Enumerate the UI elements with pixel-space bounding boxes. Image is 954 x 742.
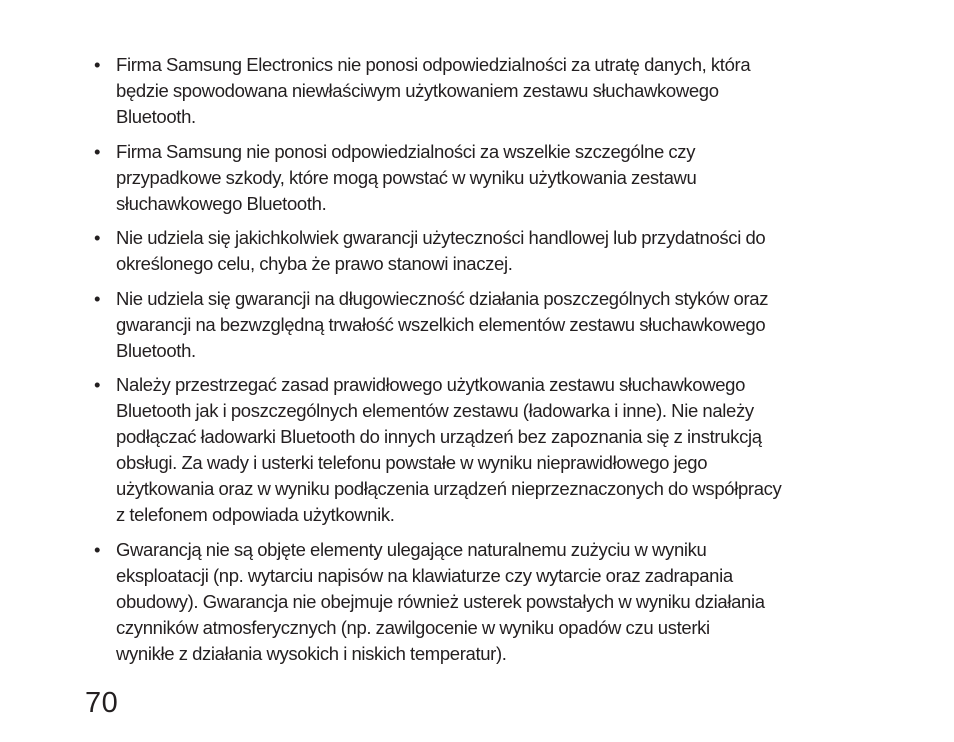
list-item-line: Nie udziela się jakichkolwiek gwarancji użyteczności handlowej lub przydatności do bbox=[116, 227, 766, 248]
list-item bbox=[93, 139, 883, 217]
bullet-icon: • bbox=[94, 287, 101, 309]
document-body bbox=[93, 52, 883, 675]
list-item-line: Firma Samsung Electronics nie ponosi odpowiedzialności za utratę danych, która bbox=[116, 54, 751, 75]
list-item-line: obudowy). Gwarancja nie obejmuje również usterek powstałych w wyniku działania bbox=[116, 590, 765, 612]
list-item-line: Firma Samsung nie ponosi odpowiedzialności za wszelkie szczególne czy bbox=[116, 140, 696, 162]
list-item-line: czynników atmosferycznych (np. zawilgocenie w wyniku opadów czu usterki bbox=[116, 616, 710, 638]
list-item-line: będzie spowodowana niewłaściwym użytkowaniem zestawu słuchawkowego bbox=[116, 80, 719, 101]
list-item-line: określonego celu, chyba że prawo stanowi inaczej. bbox=[116, 253, 513, 274]
list-item-line: Gwarancją nie są objęte elementy ulegające naturalnemu zużyciu w wyniku bbox=[116, 538, 707, 560]
list-item-line: Nie udziela się gwarancji na długowieczność działania poszczególnych styków oraz bbox=[116, 287, 769, 309]
list-item-line: podłączać ładowarki Bluetooth do innych urządzeń bez zapoznania się z instrukcją bbox=[116, 426, 762, 447]
list-item bbox=[93, 225, 883, 277]
bullet-icon: • bbox=[94, 227, 101, 248]
list-item-line: wynikłe z działania wysokich i niskich temperatur). bbox=[116, 642, 507, 664]
list-item-line: Bluetooth. bbox=[116, 106, 196, 127]
list-item bbox=[93, 537, 883, 667]
bullet-list bbox=[93, 52, 883, 667]
list-item bbox=[93, 286, 883, 364]
bullet-icon: • bbox=[94, 140, 101, 162]
list-item-line: Należy przestrzegać zasad prawidłowego użytkowania zestawu słuchawkowego bbox=[116, 374, 746, 395]
page-number: 70 bbox=[85, 687, 119, 719]
list-item-line: eksploatacji (np. wytarciu napisów na klawiaturze czy wytarcie oraz zadrapania bbox=[116, 564, 733, 586]
bullet-icon: • bbox=[94, 54, 101, 75]
list-item-line: obsługi. Za wady i usterki telefonu powstałe w wyniku nieprawidłowego jego bbox=[116, 452, 708, 473]
bullet-icon: • bbox=[94, 374, 101, 395]
list-item-line: gwarancji na bezwzględną trwałość wszelkich elementów zestawu słuchawkowego bbox=[116, 313, 766, 335]
list-item-line: użytkowania oraz w wyniku podłączenia urządzeń nieprzeznaczonych do współpracy bbox=[116, 478, 782, 499]
bullet-icon: • bbox=[94, 538, 101, 560]
list-item-line: z telefonem odpowiada użytkownik. bbox=[116, 504, 395, 525]
list-item bbox=[93, 372, 883, 528]
list-item-line: przypadkowe szkody, które mogą powstać w wyniku użytkowania zestawu bbox=[116, 166, 697, 188]
list-item-line: Bluetooth. bbox=[116, 339, 196, 361]
list-item-line: Bluetooth jak i poszczególnych elementów zestawu (ładowarka i inne). Nie należy bbox=[116, 400, 754, 421]
list-item bbox=[93, 52, 883, 130]
list-item-line: słuchawkowego Bluetooth. bbox=[116, 192, 327, 214]
